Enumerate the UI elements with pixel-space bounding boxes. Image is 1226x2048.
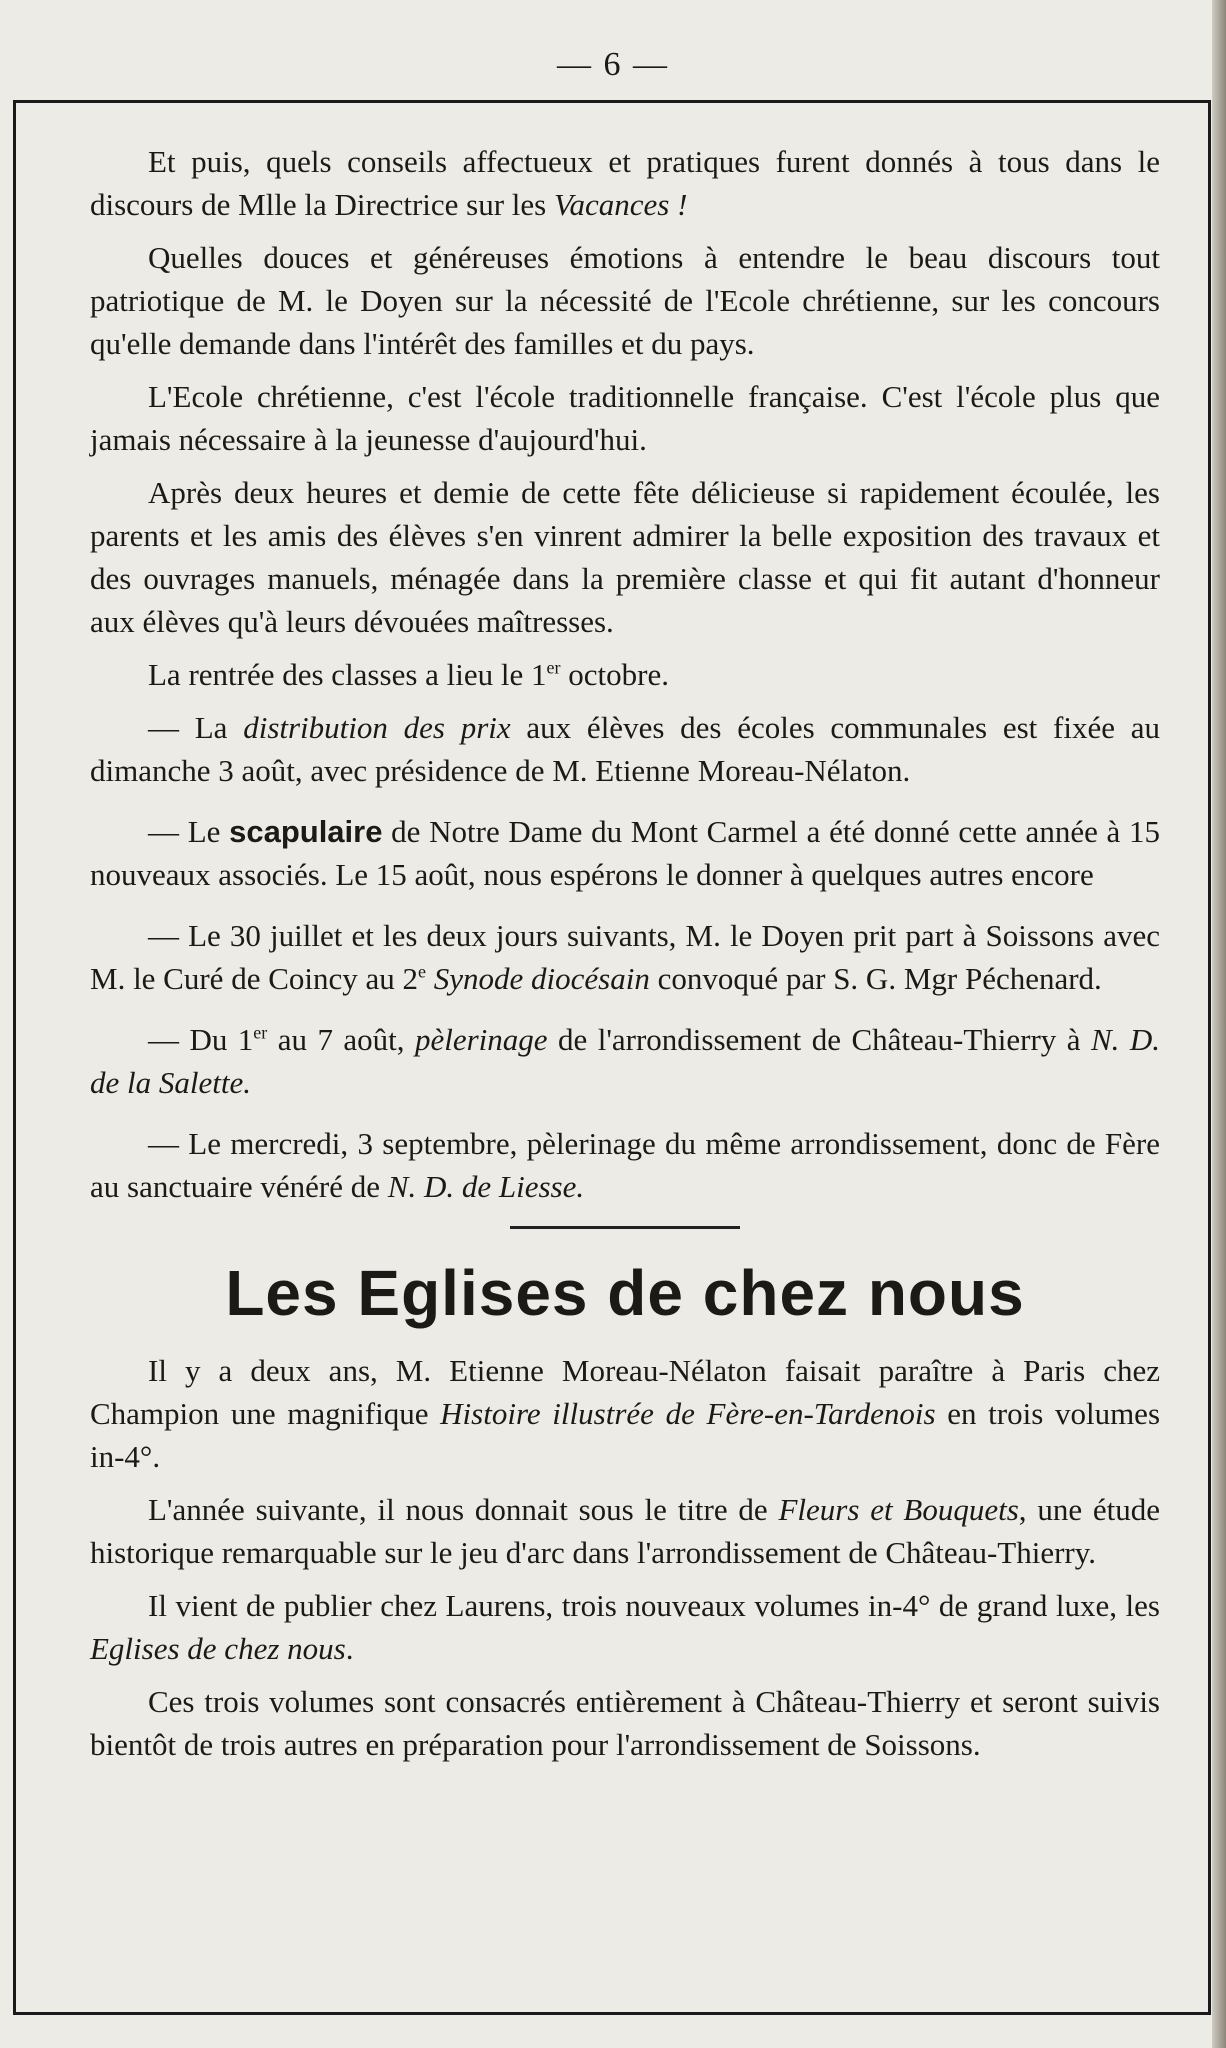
section-title: Les Eglises de chez nous [225,1257,1025,1329]
paragraph-rentree: La rentrée des classes a lieu le 1er octobre. [148,657,669,692]
item-synode: — Le 30 juillet et les deux jours suivants, M. le Doyen prit part à Soissons avec M. le Curé de Coincy au 2e Synode diocésain convoqué par S. G. Mgr Péchenard. [90,918,1160,996]
page-number: — 6 — [557,46,669,83]
section-divider [510,1226,740,1229]
paragraph-doyen-discours: Quelles douces et généreuses émotions à entendre le beau discours tout patriotique de M. le Doyen sur la nécessité de l'Ecole chrétienne, sur les concours qu'elle demande dans l'intérêt des familles et du pays. [90,240,1160,361]
page-content [90,140,1160,1776]
item-pelerinage-liesse: — Le mercredi, 3 septembre, pèlerinage du même arrondissement, donc de Fère au sanctuaire vénéré de N. D. de Liesse. [90,1126,1160,1204]
paragraph-trois-volumes: Ces trois volumes sont consacrés entièrement à Château-Thierry et seront suivis bientôt de trois autres en préparation pour l'arrondissement de Soissons. [90,1684,1160,1762]
paragraph-exposition: Après deux heures et demie de cette fête délicieuse si rapidement écoulée, les parents et les amis des élèves s'en vinrent admirer la belle exposition des travaux et des ouvrages manuels, ménagée dans la première classe et qui fit autant d'honneur aux élèves qu'à leurs dévouées maîtresses. [90,475,1160,639]
paragraph-histoire-illustree: Il y a deux ans, M. Etienne Moreau-Nélaton faisait paraître à Paris chez Champion une magnifique Histoire illustrée de Fère-en-Tardenois en trois volumes in-4°. [90,1353,1161,1474]
paragraph-ecole-chretienne: L'Ecole chrétienne, c'est l'école traditionnelle française. C'est l'école plus que jamais nécessaire à la jeunesse d'aujourd'hui. [90,379,1160,457]
paragraph-vacances: Et puis, quels conseils affectueux et pratiques furent donnés à tous dans le discours de Mlle la Directrice sur les Vacances ! [90,144,1160,222]
item-scapulaire: — Le scapulaire de Notre Dame du Mont Carmel a été donné cette année à 15 nouveaux associés. Le 15 août, nous espérons le donner à quelques autres encore [90,814,1160,892]
page-edge-shadow [1212,0,1226,2048]
item-distribution-prix: — La distribution des prix aux élèves des écoles communales est fixée au dimanche 3 août, avec présidence de M. Etienne Moreau-Nélaton. [90,710,1161,788]
paragraph-fleurs-bouquets: L'année suivante, il nous donnait sous le titre de Fleurs et Bouquets, une étude historique remarquable sur le jeu d'arc dans l'arrondissement de Château-Thierry. [90,1492,1160,1570]
paragraph-laurens: Il vient de publier chez Laurens, trois nouveaux volumes in-4° de grand luxe, les Eglises de chez nous. [90,1588,1160,1666]
item-pelerinage-salette: — Du 1er au 7 août, pèlerinage de l'arrondissement de Château-Thierry à N. D. de la Salette. [90,1022,1160,1100]
